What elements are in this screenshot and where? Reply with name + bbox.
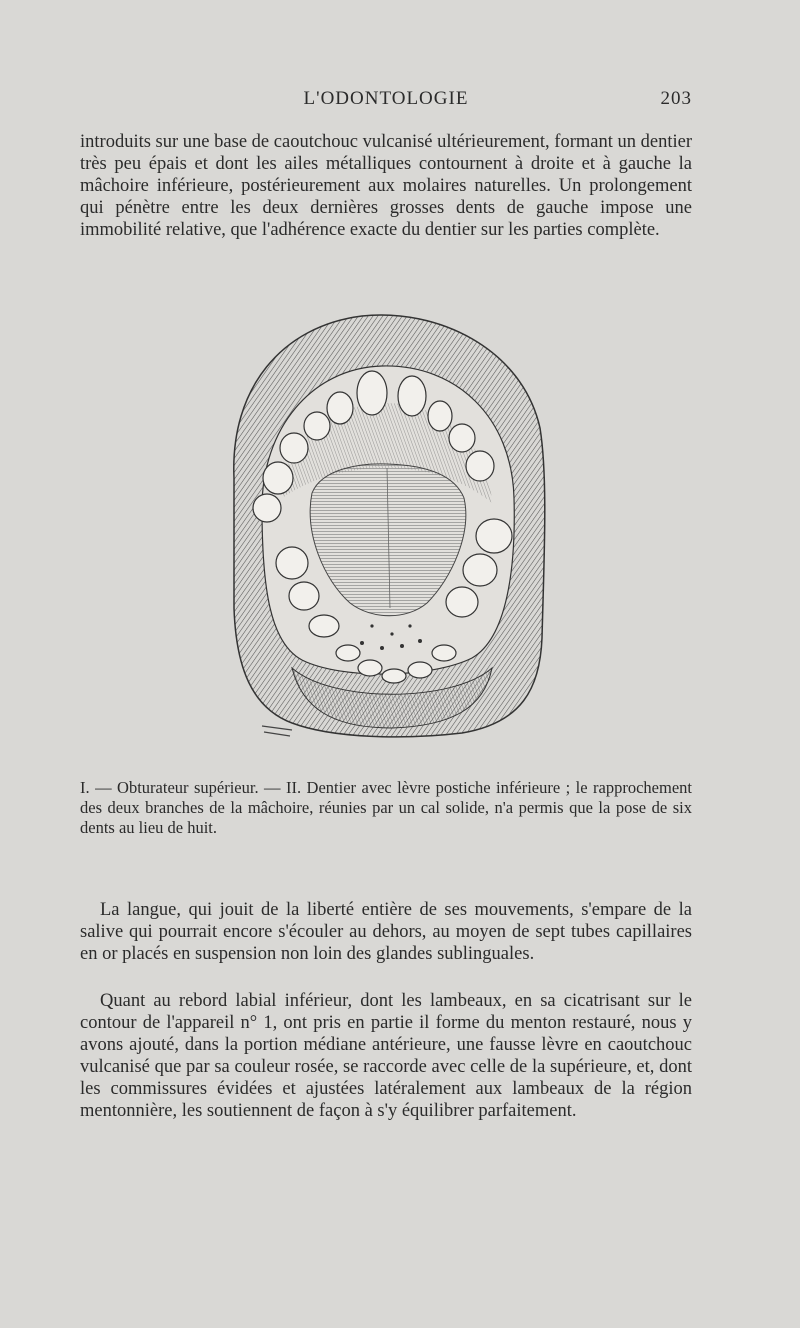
paragraph-2: La langue, qui jouit de la liberté entière de ses mouvements, s'empare de la salive qui pourrait encore s'écouler au dehors, au moyen de sept tubes capillaires en or placés en suspension non loin des glandes sublinguales. (80, 900, 692, 964)
paragraph-1: introduits sur une base de caoutchouc vulcanisé ultérieurement, formant un dentier très peu épais et dont les ailes métalliques contournent à droite et à gauche la mâchoire inférieure, postérieurement aux molaires naturelles. Un prolongement qui pénètre entre les deux dernières grosses dents de gauche impose une immobilité relative, que l'adhérence exacte du dentier sur les parties complète. (80, 132, 692, 240)
page-number: 203 (660, 88, 692, 109)
running-title: L'ODONTOLOGIE (303, 88, 469, 109)
mouth-illustration (222, 308, 552, 748)
figure-caption: I. — Obturateur supérieur. — II. Dentier avec lèvre postiche inférieure ; le rapprochement des deux branches de la mâchoire, réunies par un cal solide, n'a permis que la pose de six dents au lieu de huit. (80, 778, 692, 837)
paragraph-3: Quant au rebord labial inférieur, dont les lambeaux, en sa cicatrisant sur le contour de l'appareil n° 1, ont pris en partie il forme du menton restauré, nous y avons ajouté, dans la portion médiane antérieure, une fausse lèvre en caoutchouc vulcanisé que par sa couleur rosée, se raccorde avec celle de la supérieure, et, dont les commissures évidées et ajustées latéralement aux lambeaux de la région mentonnière, les soutiennent de façon à s'y équilibrer parfaitement. (80, 991, 692, 1121)
mouth-engraving (222, 308, 552, 748)
running-head (80, 88, 692, 114)
